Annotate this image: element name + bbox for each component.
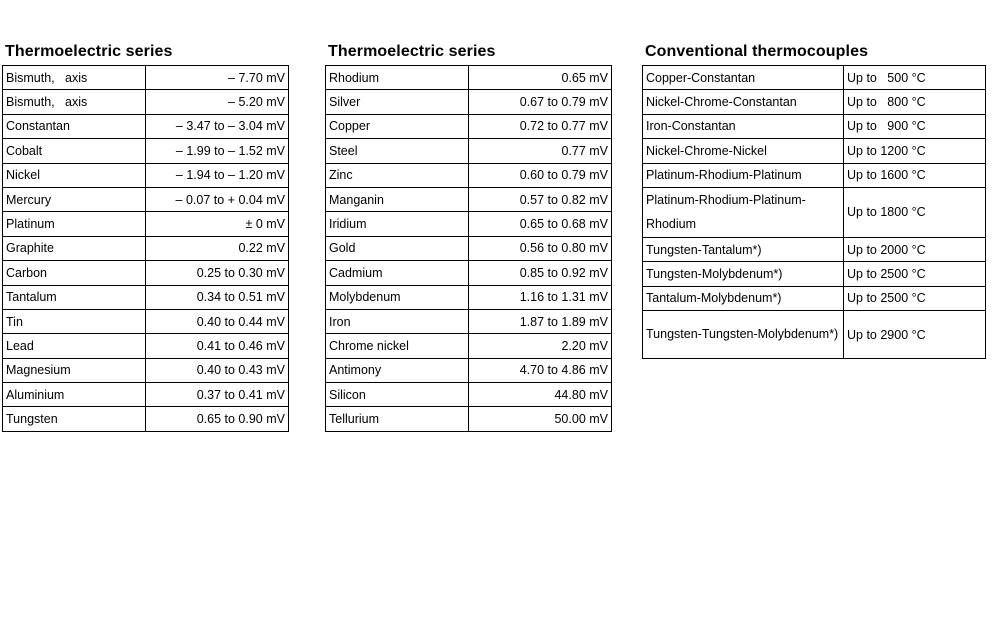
temperature-cell: Up to 2000 °C <box>844 237 986 261</box>
thermocouple-cell: Copper-Constantan <box>643 66 844 90</box>
thermocouple-cell: Iron-Constantan <box>643 114 844 138</box>
value-cell: – 1.99 to – 1.52 mV <box>146 139 289 163</box>
value-cell: 0.57 to 0.82 mV <box>469 187 612 211</box>
thermocouple-cell: Tantalum-Molybdenum*) <box>643 286 844 310</box>
thermocouple-cell: Platinum-Rhodium-Platinum <box>643 163 844 187</box>
thermocouple-cell: Tungsten-Tantalum*) <box>643 237 844 261</box>
value-cell: 0.65 to 0.68 mV <box>469 212 612 236</box>
value-cell: – 7.70 mV <box>146 66 289 90</box>
table-row <box>3 139 289 163</box>
value-cell: 0.85 to 0.92 mV <box>469 261 612 285</box>
temperature-cell: Up to 2900 °C <box>844 311 986 359</box>
temperature-cell: Up to 1200 °C <box>844 139 986 163</box>
material-cell: Gold <box>326 236 469 260</box>
temperature-cell: Up to 1600 °C <box>844 163 986 187</box>
data-table <box>2 65 289 432</box>
table-row <box>326 334 612 358</box>
table-row <box>326 187 612 211</box>
table-row <box>326 139 612 163</box>
thermocouple-cell: Nickel-Chrome-Nickel <box>643 139 844 163</box>
table-row <box>326 261 612 285</box>
value-cell: 0.56 to 0.80 mV <box>469 236 612 260</box>
value-cell: 0.60 to 0.79 mV <box>469 163 612 187</box>
conventional-thermocouples-table <box>642 43 986 359</box>
value-cell: 1.87 to 1.89 mV <box>469 309 612 333</box>
table-row <box>643 90 986 114</box>
thermocouple-cell: Nickel-Chrome-Constantan <box>643 90 844 114</box>
data-table <box>642 65 986 359</box>
table-row <box>326 66 612 90</box>
material-cell: Lead <box>3 334 146 358</box>
table-row <box>643 262 986 286</box>
table-row <box>3 114 289 138</box>
temperature-cell: Up to 2500 °C <box>844 262 986 286</box>
table-title: Thermoelectric series <box>328 43 496 60</box>
table-row <box>3 358 289 382</box>
value-cell: ± 0 mV <box>146 212 289 236</box>
table-row <box>643 286 986 310</box>
temperature-cell: Up to 900 °C <box>844 114 986 138</box>
table-title: Thermoelectric series <box>5 43 173 60</box>
value-cell: 2.20 mV <box>469 334 612 358</box>
table-row <box>643 187 986 237</box>
table-row <box>3 212 289 236</box>
value-cell: 0.72 to 0.77 mV <box>469 114 612 138</box>
value-cell: 0.41 to 0.46 mV <box>146 334 289 358</box>
table-row <box>326 383 612 407</box>
material-cell: Tellurium <box>326 407 469 431</box>
material-cell: Magnesium <box>3 358 146 382</box>
table-row <box>326 358 612 382</box>
value-cell: 44.80 mV <box>469 383 612 407</box>
material-cell: Tin <box>3 309 146 333</box>
value-cell: 0.65 to 0.90 mV <box>146 407 289 431</box>
thermocouple-cell: Platinum-Rhodium-Platinum-Rhodium <box>643 187 844 237</box>
data-table <box>325 65 612 432</box>
value-cell: 0.65 mV <box>469 66 612 90</box>
table-row <box>326 309 612 333</box>
value-cell: 0.22 mV <box>146 236 289 260</box>
material-cell: Iridium <box>326 212 469 236</box>
material-cell: Carbon <box>3 261 146 285</box>
table-row <box>643 311 986 359</box>
material-cell: Steel <box>326 139 469 163</box>
table-row <box>643 139 986 163</box>
table-row <box>3 261 289 285</box>
table-row <box>3 309 289 333</box>
material-cell: Antimony <box>326 358 469 382</box>
material-cell: Bismuth, axis <box>3 90 146 114</box>
value-cell: 0.34 to 0.51 mV <box>146 285 289 309</box>
table-row <box>326 90 612 114</box>
material-cell: Aluminium <box>3 383 146 407</box>
table-row <box>3 163 289 187</box>
table-row <box>3 334 289 358</box>
material-cell: Graphite <box>3 236 146 260</box>
value-cell: 0.25 to 0.30 mV <box>146 261 289 285</box>
material-cell: Platinum <box>3 212 146 236</box>
value-cell: 0.40 to 0.44 mV <box>146 309 289 333</box>
thermocouple-cell: Tungsten-Tungsten-Molybdenum*) <box>643 311 844 359</box>
table-row <box>3 383 289 407</box>
material-cell: Nickel <box>3 163 146 187</box>
material-cell: Manganin <box>326 187 469 211</box>
temperature-cell: Up to 800 °C <box>844 90 986 114</box>
material-cell: Iron <box>326 309 469 333</box>
temperature-cell: Up to 1800 °C <box>844 187 986 237</box>
material-cell: Zinc <box>326 163 469 187</box>
value-cell: 50.00 mV <box>469 407 612 431</box>
value-cell: 0.77 mV <box>469 139 612 163</box>
material-cell: Tantalum <box>3 285 146 309</box>
value-cell: 1.16 to 1.31 mV <box>469 285 612 309</box>
thermoelectric-series-table-1 <box>2 43 289 432</box>
table-row <box>643 114 986 138</box>
material-cell: Copper <box>326 114 469 138</box>
value-cell: 0.37 to 0.41 mV <box>146 383 289 407</box>
table-row <box>643 237 986 261</box>
material-cell: Molybdenum <box>326 285 469 309</box>
table-title: Conventional thermocouples <box>645 43 869 60</box>
table-row <box>326 163 612 187</box>
value-cell: – 1.94 to – 1.20 mV <box>146 163 289 187</box>
table-row <box>326 236 612 260</box>
material-cell: Constantan <box>3 114 146 138</box>
material-cell: Silicon <box>326 383 469 407</box>
material-cell: Silver <box>326 90 469 114</box>
material-cell: Cadmium <box>326 261 469 285</box>
table-row <box>326 114 612 138</box>
table-row <box>3 407 289 431</box>
thermocouple-cell: Tungsten-Molybdenum*) <box>643 262 844 286</box>
thermoelectric-series-table-2 <box>325 43 612 432</box>
table-row <box>643 163 986 187</box>
value-cell: 0.67 to 0.79 mV <box>469 90 612 114</box>
table-row <box>326 285 612 309</box>
table-row <box>3 187 289 211</box>
material-cell: Chrome nickel <box>326 334 469 358</box>
material-cell: Cobalt <box>3 139 146 163</box>
table-row <box>326 407 612 431</box>
material-cell: Bismuth, axis <box>3 66 146 90</box>
value-cell: 4.70 to 4.86 mV <box>469 358 612 382</box>
value-cell: 0.40 to 0.43 mV <box>146 358 289 382</box>
table-row <box>3 236 289 260</box>
table-row <box>3 66 289 90</box>
table-row <box>326 212 612 236</box>
material-cell: Mercury <box>3 187 146 211</box>
table-row <box>3 285 289 309</box>
material-cell: Rhodium <box>326 66 469 90</box>
value-cell: – 3.47 to – 3.04 mV <box>146 114 289 138</box>
value-cell: – 5.20 mV <box>146 90 289 114</box>
table-row <box>643 66 986 90</box>
value-cell: – 0.07 to + 0.04 mV <box>146 187 289 211</box>
temperature-cell: Up to 500 °C <box>844 66 986 90</box>
material-cell: Tungsten <box>3 407 146 431</box>
temperature-cell: Up to 2500 °C <box>844 286 986 310</box>
table-row <box>3 90 289 114</box>
